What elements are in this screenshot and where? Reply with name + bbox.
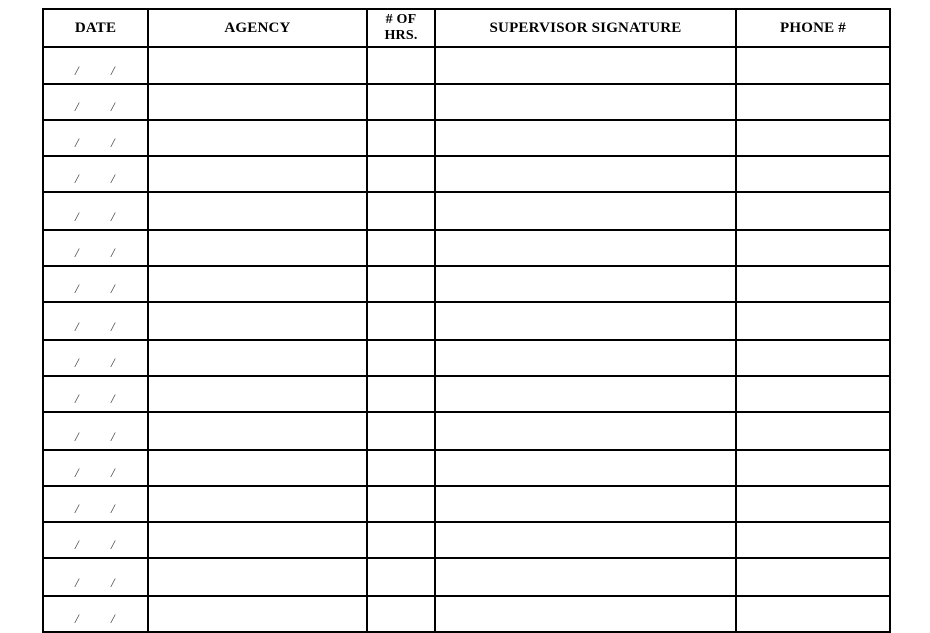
hours-field[interactable]: [367, 486, 435, 522]
date-separator: /: [75, 63, 79, 78]
log-row: [43, 558, 890, 596]
hours-header-line1: # OF: [385, 12, 417, 27]
hours-field[interactable]: [367, 596, 435, 632]
header-row: [43, 9, 890, 47]
date-field[interactable]: [43, 302, 148, 340]
phone-field[interactable]: [736, 376, 890, 412]
agency-field[interactable]: [148, 302, 367, 340]
date-field[interactable]: [43, 596, 148, 632]
date-separator: /: [111, 99, 115, 114]
supervisor-signature-field[interactable]: [435, 230, 736, 266]
supervisor-signature-field[interactable]: [435, 156, 736, 192]
hours-field[interactable]: [367, 192, 435, 230]
log-row: [43, 302, 890, 340]
hours-header-line2: HRS.: [384, 28, 418, 43]
agency-field[interactable]: [148, 192, 367, 230]
date-field[interactable]: [43, 266, 148, 302]
date-separator: /: [75, 391, 79, 406]
volunteer-hours-log-table: [42, 8, 891, 633]
log-row: [43, 340, 890, 376]
supervisor-signature-field[interactable]: [435, 412, 736, 450]
supervisor-signature-field[interactable]: [435, 302, 736, 340]
phone-field[interactable]: [736, 596, 890, 632]
agency-field[interactable]: [148, 412, 367, 450]
phone-field[interactable]: [736, 450, 890, 486]
log-row: [43, 120, 890, 156]
log-row: [43, 192, 890, 230]
agency-field[interactable]: [148, 230, 367, 266]
log-row: [43, 266, 890, 302]
hours-field[interactable]: [367, 558, 435, 596]
phone-field[interactable]: [736, 156, 890, 192]
date-field[interactable]: [43, 340, 148, 376]
date-field[interactable]: [43, 522, 148, 558]
agency-field[interactable]: [148, 340, 367, 376]
date-separator: /: [111, 501, 115, 516]
date-field[interactable]: [43, 84, 148, 120]
date-separator: /: [75, 575, 79, 590]
date-field[interactable]: [43, 412, 148, 450]
phone-field[interactable]: [736, 230, 890, 266]
supervisor-signature-field[interactable]: [435, 522, 736, 558]
hours-field[interactable]: [367, 302, 435, 340]
hours-field[interactable]: [367, 522, 435, 558]
date-separator: /: [111, 391, 115, 406]
phone-field[interactable]: [736, 486, 890, 522]
agency-field[interactable]: [148, 266, 367, 302]
date-separator: /: [111, 429, 115, 444]
date-field[interactable]: [43, 486, 148, 522]
date-separator: /: [111, 575, 115, 590]
log-row: [43, 376, 890, 412]
supervisor-signature-field[interactable]: [435, 486, 736, 522]
hours-field[interactable]: [367, 47, 435, 84]
date-field[interactable]: [43, 192, 148, 230]
date-separator: /: [111, 171, 115, 186]
hours-field[interactable]: [367, 120, 435, 156]
date-separator: /: [75, 501, 79, 516]
date-field[interactable]: [43, 558, 148, 596]
date-separator: /: [75, 171, 79, 186]
agency-field[interactable]: [148, 450, 367, 486]
date-separator: /: [75, 209, 79, 224]
date-separator: /: [75, 429, 79, 444]
hours-field[interactable]: [367, 340, 435, 376]
date-separator: /: [75, 319, 79, 334]
phone-field[interactable]: [736, 192, 890, 230]
supervisor-signature-field[interactable]: [435, 450, 736, 486]
log-rows: [43, 47, 890, 632]
date-separator: /: [111, 209, 115, 224]
hours-field[interactable]: [367, 230, 435, 266]
date-field[interactable]: [43, 450, 148, 486]
supervisor-signature-field[interactable]: [435, 120, 736, 156]
log-row: [43, 156, 890, 192]
date-column-header: DATE: [43, 9, 148, 47]
date-field[interactable]: [43, 47, 148, 84]
supervisor-signature-field[interactable]: [435, 84, 736, 120]
date-separator: /: [111, 319, 115, 334]
date-separator: /: [75, 245, 79, 260]
date-field[interactable]: [43, 376, 148, 412]
hours-field[interactable]: [367, 376, 435, 412]
supervisor-signature-field[interactable]: [435, 266, 736, 302]
agency-field[interactable]: [148, 156, 367, 192]
agency-field[interactable]: [148, 47, 367, 84]
agency-field[interactable]: [148, 120, 367, 156]
log-row: [43, 412, 890, 450]
date-separator: /: [111, 281, 115, 296]
agency-field[interactable]: [148, 522, 367, 558]
agency-column-header: AGENCY: [148, 9, 367, 47]
supervisor-signature-field[interactable]: [435, 340, 736, 376]
date-separator: /: [111, 611, 115, 626]
supervisor-signature-field[interactable]: [435, 376, 736, 412]
date-field[interactable]: [43, 156, 148, 192]
hours-field[interactable]: [367, 84, 435, 120]
hours-field[interactable]: [367, 450, 435, 486]
hours-field[interactable]: [367, 156, 435, 192]
phone-field[interactable]: [736, 340, 890, 376]
phone-field[interactable]: [736, 412, 890, 450]
date-separator: /: [111, 245, 115, 260]
agency-field[interactable]: [148, 558, 367, 596]
date-separator: /: [111, 355, 115, 370]
phone-field[interactable]: [736, 558, 890, 596]
log-row: [43, 450, 890, 486]
supervisor-signature-column-header: SUPERVISOR SIGNATURE: [435, 9, 736, 47]
hours-column-header: [367, 9, 435, 47]
phone-field[interactable]: [736, 302, 890, 340]
phone-field[interactable]: [736, 84, 890, 120]
log-row: [43, 47, 890, 84]
hours-field[interactable]: [367, 266, 435, 302]
date-separator: /: [75, 281, 79, 296]
hours-field[interactable]: [367, 412, 435, 450]
date-separator: /: [75, 465, 79, 480]
date-field[interactable]: [43, 120, 148, 156]
date-separator: /: [75, 611, 79, 626]
date-separator: /: [75, 135, 79, 150]
agency-field[interactable]: [148, 376, 367, 412]
log-row: [43, 596, 890, 632]
date-separator: /: [111, 135, 115, 150]
date-field[interactable]: [43, 230, 148, 266]
phone-field[interactable]: [736, 120, 890, 156]
date-separator: /: [111, 537, 115, 552]
log-row: [43, 522, 890, 558]
agency-field[interactable]: [148, 84, 367, 120]
supervisor-signature-field[interactable]: [435, 192, 736, 230]
log-row: [43, 84, 890, 120]
phone-column-header: PHONE #: [736, 9, 890, 47]
log-row: [43, 486, 890, 522]
agency-field[interactable]: [148, 486, 367, 522]
supervisor-signature-field[interactable]: [435, 47, 736, 84]
agency-field[interactable]: [148, 596, 367, 632]
date-separator: /: [111, 465, 115, 480]
supervisor-signature-field[interactable]: [435, 596, 736, 632]
date-separator: /: [75, 99, 79, 114]
phone-field[interactable]: [736, 266, 890, 302]
date-separator: /: [75, 355, 79, 370]
date-separator: /: [111, 63, 115, 78]
phone-field[interactable]: [736, 522, 890, 558]
log-row: [43, 230, 890, 266]
supervisor-signature-field[interactable]: [435, 558, 736, 596]
phone-field[interactable]: [736, 47, 890, 84]
date-separator: /: [75, 537, 79, 552]
